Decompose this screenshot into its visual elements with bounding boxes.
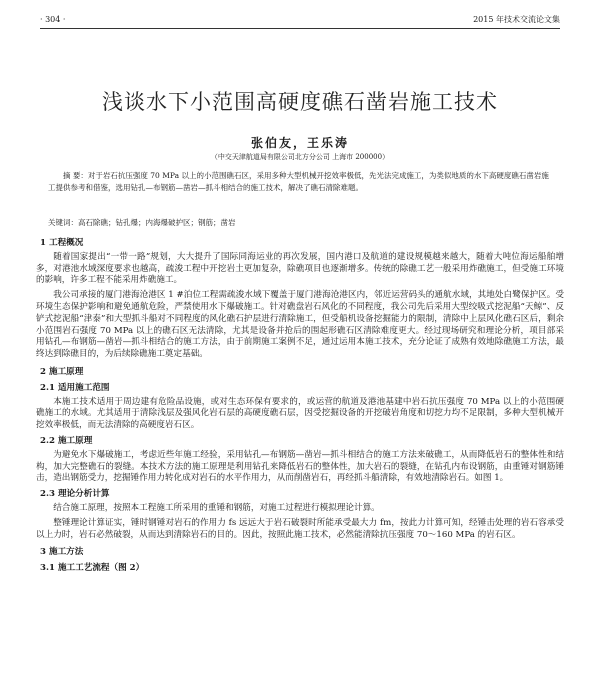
paper-body <box>36 232 564 577</box>
keywords: 关键词：高石除礁；钻孔爆；内海爆破护区；钢筋；凿岩 <box>48 218 236 227</box>
subsection-heading: 2.3 理论分析计算 <box>40 489 110 500</box>
paragraph: 随着国家提出“一带一路”规划，大大提升了国际同海运业的再次发展，国内港口及航道的建设规模越来越大，随着大吨位海运船舶增多，对港池水域深度要求也越高，疏浚工程中开挖岩土更加复杂，除礁项目也逐渐增多。传统的除礁工艺一般采用炸礁施工，但受施工环境的影响，许多工程不能采用炸礁施工。 <box>36 251 564 286</box>
subsection-heading: 2.2 施工原理 <box>40 435 93 446</box>
paragraph: 为避免水下爆破施工，考虑近些年施工经验，采用钻孔—布钢筋—凿岩—抓斗相结合的施工方法来破礁工，从而降低岩石的整体性和结构，加大完整礁石的裂缝。本技术方法的施工原理是利用钻孔来降低岩石的整体性，加大岩石的裂缝，在钻孔内布设钢筋，由重锤对钢筋锤击，造出钢筋受力，挖掘锤作用力转化成对岩石的水平作用力，从而削凿岩石，再经抓斗船清除，有效地清除岩石。如图 1。 <box>36 449 564 484</box>
paragraph: 整锤理论计算证实，锤时钢锤对岩石的作用力 fs 远远大于岩石破裂时所能承受最大力 fm，按此力计算可知，经锤击处理的岩石容承受以上力时，岩石必然破裂，从而达到清除岩石的目的。因此，按照此施工技术，必然能清除抗压强度 70～160 MPa 的岩石区。 <box>36 517 564 540</box>
section-heading: 2 施工原理 <box>40 366 84 377</box>
subsection-heading: 2.1 适用施工范围 <box>40 382 110 393</box>
subsection-heading: 3.1 施工工艺流程（图 2） <box>40 563 145 574</box>
section-heading: 3 施工方法 <box>40 547 84 558</box>
abstract <box>48 170 553 193</box>
running-header <box>40 10 560 29</box>
author-affiliation: （中交天津航道局有限公司北方分公司 上海市 200000） <box>210 153 390 161</box>
paragraph: 结合施工原理，按照本工程施工所采用的重锤和钢筋，对施工过程进行模拟理论计算。 <box>53 502 380 513</box>
abstract-text: 摘 要：对于岩石抗压强度 70 MPa 以上的小范围礁石区，采用多种大型机械开挖效率极低，先光法完成施工，为类似地质的水下高硬度礁石凿岩施工提供参考和借鉴，选用钻孔—布钢筋—凿岩—抓斗相结合的施工技术，解决了礁石清除难题。 <box>48 171 549 192</box>
journal-name: 2015 年技术交流论文集 <box>473 14 560 24</box>
paper-title: 浅谈水下小范围高硬度礁石凿岩施工技术 <box>102 90 498 114</box>
paper-authors: 张伯友，王乐涛 <box>250 136 349 150</box>
section-heading: 1 工程概况 <box>40 238 84 248</box>
page-number: · 304 · <box>40 14 66 24</box>
paragraph: 我公司承接的厦门港海沧港区 1 #泊位工程需疏浚水域下覆盖于厦门港海沧港区内，邻近运营码头的通航水域，其地处白鹭保护区。受环境生态保护影响和避免通航危险，严禁使用水下爆破施工。针对礁盘岩石风化的不同程度，我公司先后采用大型绞吸式挖泥船“天鲸”、反铲式挖泥船“津泰”和大型抓斗船对不同程度的风化礁石护层进行清除施工，但受船机设备挖掘能力的限制，清除中上层风化礁石区后，剩余小范围岩石强度 70 MPa 以上的礁石区无法清除，尤其是设备并抢后的围起形礁石区清除难度更大。经过现场研究和理论分析，项目部采用钻孔—布钢筋—凿岩—抓斗相结合的施工方法，由于前期施工案例不足，通过运用本施工技术，充分论证了成熟有效地除礁施工方法，最终达到除礁目的，为后续除礁施工奠定基础。 <box>36 290 564 360</box>
paragraph: 本施工技术适用于周边建有危险品设施，或对生态环保有要求的，或运营的航道及港池基建中岩石抗压强度 70 MPa 以上的小范围硬礁施工的水域。尤其适用于清除浅层及强风化岩石层的高硬度礁石层，因受挖掘设备的开挖破岩角度和切挖力均不足限制，多种大型机械开挖效率极低，而无法清除的高硬度岩石区。 <box>36 396 564 431</box>
